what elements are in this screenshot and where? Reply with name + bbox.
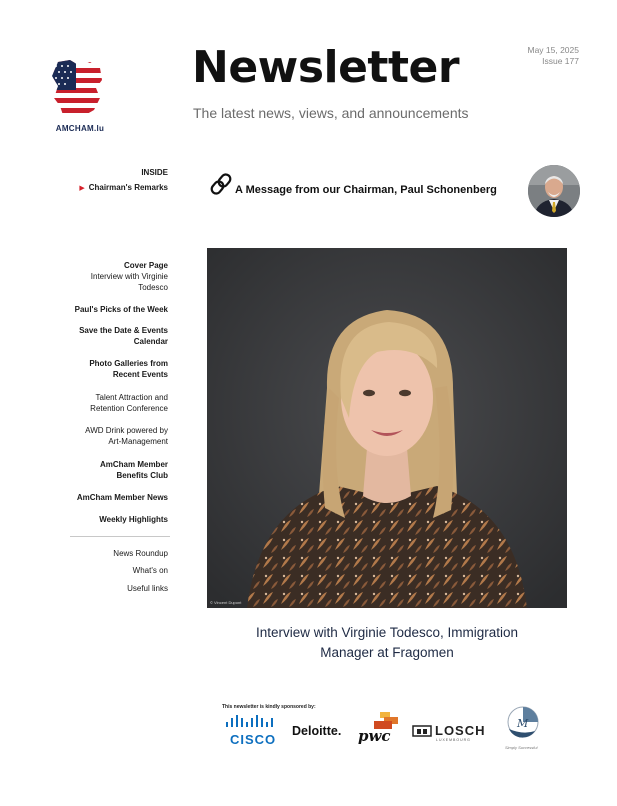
mentor-emblem-icon (505, 705, 541, 739)
photo-credit: © Vincent Dupont (210, 600, 242, 605)
sidebar-item-talent-conference[interactable]: Talent Attraction and (95, 393, 168, 402)
page-subtitle: The latest news, views, and announcements (193, 105, 469, 121)
sidebar-item-talent-conference-cont[interactable]: Retention Conference (90, 404, 168, 413)
sidebar-inside-heading: INSIDE (141, 168, 168, 177)
pwc-wordmark: pwc (358, 727, 391, 745)
sidebar-item-photo-galleries-cont[interactable]: Recent Events (112, 370, 168, 379)
losch-emblem-icon (412, 724, 432, 738)
amcham-logo[interactable] (50, 58, 106, 122)
sidebar-item-label: Chairman's Remarks (88, 183, 168, 192)
mentor-logo[interactable] (505, 705, 541, 750)
cover-caption-line1: Interview with Virginie Todesco, Immigration (255, 625, 519, 640)
sidebar-item-save-the-date[interactable]: Save the Date & Events (79, 326, 168, 335)
sidebar-item-benefits-club-cont[interactable]: Benefits Club (116, 471, 168, 480)
cover-caption-line2: Manager at Fragomen (320, 645, 454, 660)
cisco-logo[interactable] (224, 714, 278, 747)
cover-caption[interactable] (207, 623, 567, 663)
sidebar-item-benefits-club[interactable]: AmCham Member (99, 460, 168, 469)
losch-wordmark: LOSCH (435, 723, 486, 738)
cisco-wordmark: CISCO (230, 732, 277, 747)
issue-number: Issue 177 (542, 56, 579, 66)
logo-label: AMCHAM.lu (55, 124, 105, 133)
chairman-message-link[interactable]: A Message from our Chairman, Paul Schonenberg (235, 184, 497, 196)
sidebar-divider (70, 536, 170, 537)
sidebar-item-photo-galleries[interactable]: Photo Galleries from (89, 359, 168, 368)
losch-logo[interactable] (412, 723, 486, 742)
svg-text:M: M (517, 717, 529, 730)
sidebar-item-awd-drink[interactable]: AWD Drink powered by (85, 426, 168, 435)
pwc-logo[interactable] (358, 712, 400, 745)
sidebar-item-pauls-picks[interactable]: Paul's Picks of the Week (74, 305, 168, 314)
triangle-right-icon: ▶ (79, 185, 85, 192)
sidebar-item-save-the-date-cont[interactable]: Calendar (133, 337, 168, 346)
sidebar-item-chairmans-remarks[interactable] (79, 182, 168, 194)
sidebar-item-cover-interview-cont[interactable]: Todesco (138, 283, 168, 292)
deloitte-logo[interactable] (292, 722, 341, 740)
sidebar-item-member-news[interactable]: AmCham Member News (76, 493, 168, 502)
deloitte-wordmark: Deloitte. (292, 724, 342, 738)
link-icon[interactable] (208, 171, 234, 197)
cover-photo (207, 248, 567, 608)
cisco-bars-icon (224, 714, 278, 728)
losch-subtitle: LUXEMBOURG (436, 738, 471, 742)
sidebar-item-weekly-highlights[interactable]: Weekly Highlights (99, 515, 168, 524)
sidebar-item-whats-on[interactable]: What's on (132, 566, 168, 575)
sidebar-item-cover-interview[interactable]: Interview with Virginie (90, 272, 168, 281)
chairman-avatar (528, 165, 580, 217)
sidebar-item-useful-links[interactable]: Useful links (127, 584, 168, 593)
sidebar-item-awd-drink-cont[interactable]: Art-Management (108, 437, 168, 446)
sidebar-item-news-roundup[interactable]: News Roundup (113, 549, 168, 558)
mentor-tagline: Simply Successful (505, 745, 538, 750)
sidebar-item-cover-page[interactable]: Cover Page (123, 261, 168, 270)
page-title: Newsletter (192, 42, 460, 93)
sponsor-label: This newsletter is kindly sponsored by: (222, 704, 316, 710)
issue-date: May 15, 2025 (527, 45, 579, 55)
